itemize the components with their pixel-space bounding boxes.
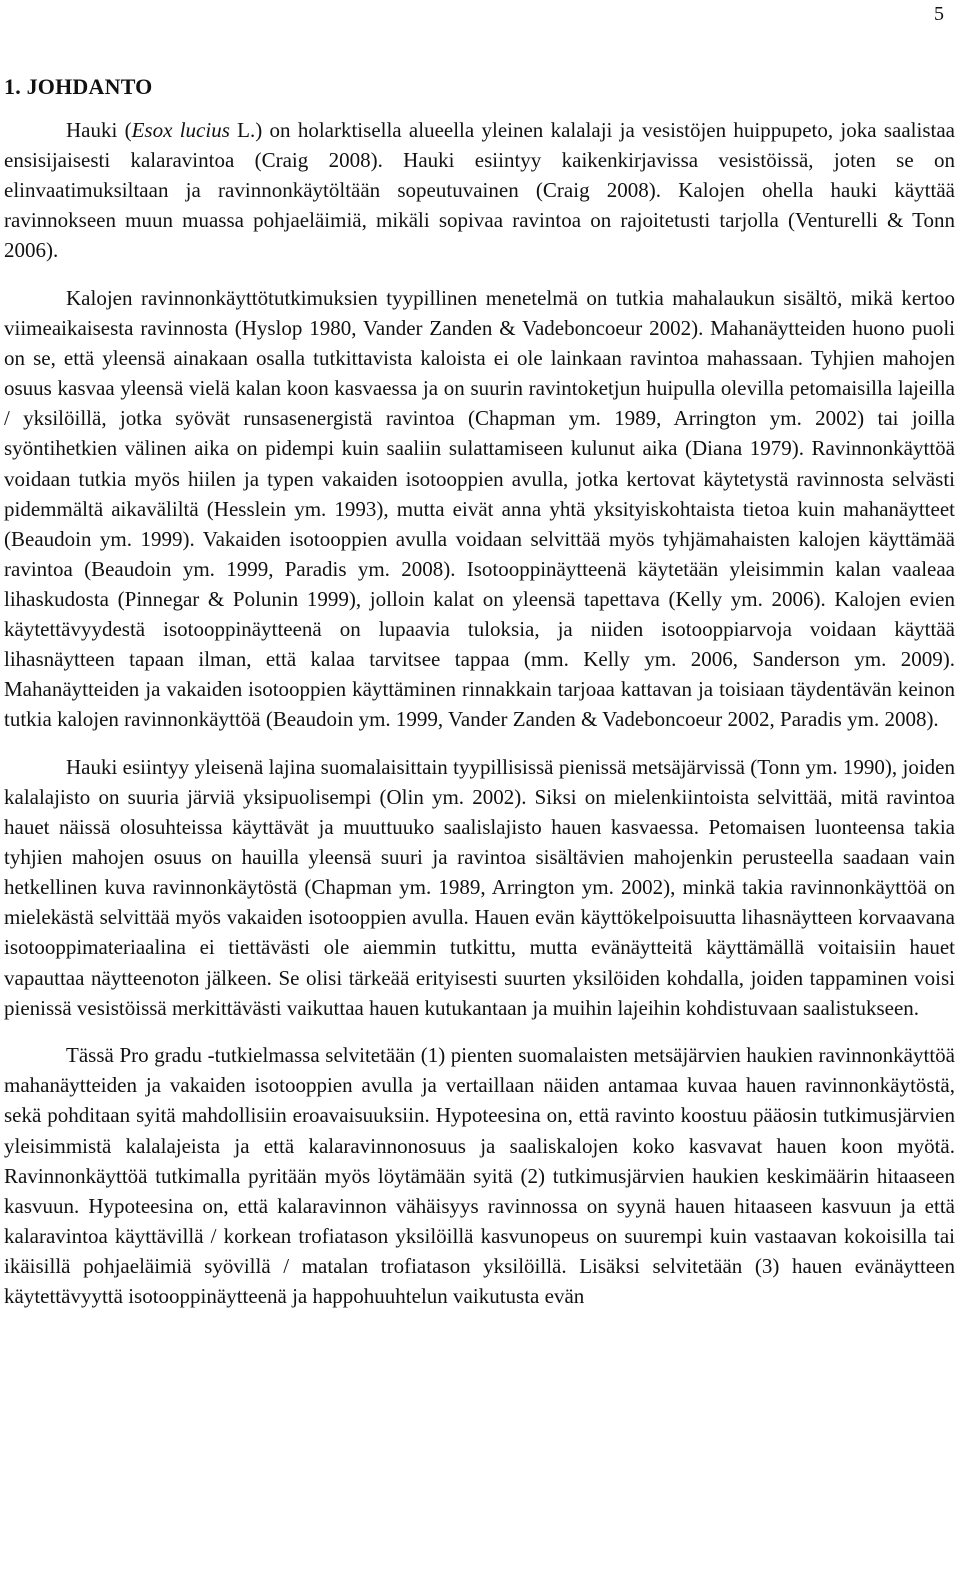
section-heading (4, 72, 153, 102)
paragraph-1: Hauki (Esox lucius L.) on holarktisella alueella yleinen kalalaji ja vesistöjen huippupeto, joka saalistaa ensisijaisesti kalaravintoa (Craig 2008). Hauki esiintyy kaikenkirjavissa vesistöissä, joten se on elinvaatimuksiltaan ja ravinnonkäytöltään sopeutuvainen (Craig 2008). Kalojen ohella hauki käyttää ravinnokseen muun muassa pohjaeläimiä, mikäli sopivaa ravintoa on rajoitetusti tarjolla (Venturelli & Tonn 2006). (4, 118, 955, 263)
section-number: 1. (4, 74, 21, 99)
body-text (4, 115, 955, 1311)
page-number: 5 (934, 3, 944, 25)
paragraph-3: Hauki esiintyy yleisenä lajina suomalaisittain tyypillisissä pienissä metsäjärvissä (Tonn ym. 1990), joiden kalalajisto on suuria järviä yksipuolisempi (Olin ym. 2002). Siksi on mielenkiintoista selvittää, mitä ravintoa hauet näissä olosuhteissa käyttävät ja muuttuuko saalislajisto hauen kasvaessa. Petomaisen luonteensa takia tyhjien mahojen osuus on hauilla yleensä suuri ja ravintoa sisältävien mahojenkin perusteella saadaan vain hetkellinen kuva ravinnonkäytöstä (Chapman ym. 1989, Arrington ym. 2002), minkä takia ravinnonkäyttöä on mielekästä selvittää myös vakaiden isotooppien avulla. Hauen evän käyttökelpoisuutta lihasnäytteen korvaavana isotooppimateriaalina ei tiettävästi ole aiemmin tutkittu, mutta evänäytteitä käyttämällä voitaisiin hauet vapauttaa näytteenoton jälkeen. Se olisi tärkeää erityisesti suurten yksilöiden kohdalla, joiden tappaminen voisi pienissä vesistöissä merkittävästi vaikuttaa hauen kutukantaan ja muihin lajeihin kohdistuvaan saalistukseen. (4, 754, 955, 1020)
paragraph-2: Kalojen ravinnonkäyttötutkimuksien tyypillinen menetelmä on tutkia mahalaukun sisältö, mikä kertoo viimeaikaisesta ravinnosta (Hyslop 1980, Vander Zanden & Vadeboncoeur 2002). Mahanäytteiden huono puoli on se, että yleensä ainakaan osalla tutkittavista kaloista ei ole lainkaan ravintoa mahassaan. Tyhjien mahojen osuus kasvaa yleensä vielä kalan koon kasvaessa ja on suurin ravintoketjun huipulla olevilla petomaisilla lajeilla / yksilöillä, jotka syövät runsasenergistä ravintoa (Chapman ym. 1989, Arrington ym. 2002) tai joilla syöntihetkien välinen aika on pidempi kuin saaliin sulattamiseen kulunut aika (Diana 1979). Ravinnonkäyttöä voidaan tutkia myös hiilen ja typen vakaiden isotooppien avulla, jotka kertovat käytetystä ravinnosta selvästi pidemmältä aikaväliltä (Hesslein ym. 1993), mutta eivät anna yhtä yksityiskohtaista tietoa kuin mahanäytteet (Beaudoin ym. 1999). Vakaiden isotooppien avulla voidaan selvittää myös tyhjämahaisten kalojen käyttämää ravintoa (Beaudoin ym. 1999, Paradis ym. 2008). Isotooppinäytteenä käytetään yleisimmin kalan vaaleaa lihaskudosta (Pinnegar & Polunin 1999), jolloin kalat on yleensä tapettava (Kelly ym. 2006). Kalojen evien käytettävyydestä isotooppinäytteenä on lupaavia tuloksia, ja niiden isotooppiarvoja voidaan käyttää lihasnäytteen tapaan ilman, että kalaa tarvitsee tappaa (mm. Kelly ym. 2006, Sanderson ym. 2009). Mahanäytteiden ja vakaiden isotooppien käyttäminen rinnakkain tarjoaa kattavan ja toisiaan täydentävän keinon tutkia kalojen ravinnonkäyttöä (Beaudoin ym. 1999, Vander Zanden & Vadeboncoeur 2002, Paradis ym. 2008). (4, 285, 955, 732)
species-name: Esox lucius (131, 118, 230, 142)
section-title: JOHDANTO (26, 74, 153, 99)
paragraph-4: Tässä Pro gradu -tutkielmassa selvitetään (1) pienten suomalaisten metsäjärvien haukien ravinnonkäyttöä mahanäytteiden ja vakaiden isotooppien avulla ja vertaillaan näiden antamaa kuvaa hauen ravinnonkäytöstä, sekä pohditaan syitä mahdollisiin eroavaisuuksiin. Hypoteesina on, että ravinto koostuu pääosin tutkimusjärvien yleisimmistä kalalajeista ja että kalaravinnonosuus ja saaliskalojen koko kasvavat hauen koon myötä. Ravinnonkäyttöä tutkimalla pyritään myös löytämään syitä (2) tutkimusjärvien haukien keskimäärin hitaaseen kasvuun. Hypoteesina on, että kalaravinnon vähäisyys ravinnossa on syynä hauen hitaaseen kasvuun ja että kalaravintoa käyttävillä / korkean trofiatason yksilöillä kasvunopeus on suurempi kuin vastaavan kokoisilla tai ikäisillä pohjaeläimiä syövillä / matalan trofiatason yksilöillä. Lisäksi selvitetään (3) hauen evänäytteen käytettävyyttä isotooppinäytteenä ja happohuuhtelun vaikutusta evän (4, 1043, 955, 1308)
